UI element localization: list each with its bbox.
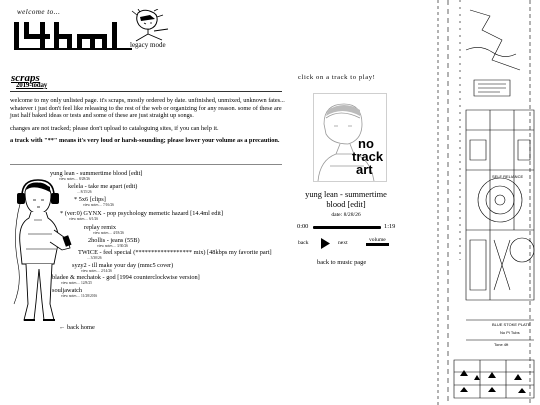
track-title[interactable]: TWICE - feel special (****************** mix) [48kbps my favorite part]	[78, 249, 272, 256]
deco-text: SELF RELIANCE	[492, 174, 524, 179]
divider	[10, 164, 282, 165]
divider	[10, 91, 282, 92]
intro-paragraph: changes are not tracked; please don't upload to cataloguing sites, if you can help it.	[10, 124, 219, 132]
welcome-text: welcome to...	[17, 8, 61, 16]
list-item[interactable]	[50, 170, 143, 182]
track-meta[interactable]: view notes ... 12/8/25	[61, 281, 92, 285]
back-home-link[interactable]: ← back home	[59, 324, 95, 331]
list-item[interactable]	[60, 210, 223, 222]
back-to-music-link[interactable]: back to music page	[317, 259, 367, 266]
no-track-art-graphic	[314, 94, 386, 181]
list-item[interactable]	[52, 287, 97, 299]
list-item[interactable]	[52, 274, 200, 286]
art-text: track	[352, 149, 384, 164]
track-title[interactable]: replay remix	[84, 224, 116, 231]
section-title: scraps	[11, 72, 40, 84]
logo-graphic	[14, 20, 132, 50]
intro-text	[10, 97, 285, 150]
track-title[interactable]: souljawatch	[52, 287, 83, 294]
total-time: 1:19	[384, 223, 396, 230]
volume-slider[interactable]	[366, 243, 389, 246]
previous-button[interactable]: back	[298, 240, 309, 246]
legacy-mode-label: legacy mode	[130, 41, 166, 49]
intro-paragraph: welcome to my only unlisted page. it's scraps, mostly ordered by date. unfinished, unmixed, unknown fates... whatever i just don't feel like releasing to the rest of the web or organizing for any reason. some of these are just half baked ideas or tests and some of these are just straight up songs.	[10, 97, 285, 120]
track-title[interactable]: * (ver:0) GYNX - pop psychology memetic hazard [14.4ml edit]	[60, 210, 223, 217]
play-icon	[320, 238, 330, 249]
art-text: no	[358, 136, 374, 151]
list-item[interactable]	[84, 224, 124, 236]
art-text: art	[356, 162, 373, 177]
track-list	[0, 167, 290, 317]
section-subtitle: 2019-today	[16, 81, 48, 89]
volume-label: volume	[369, 237, 386, 243]
track-meta[interactable]: view notes ... 2/14/26	[81, 269, 112, 273]
seek-bar[interactable]	[313, 226, 381, 229]
track-title[interactable]: yung lean - summertime blood [edit]	[50, 170, 143, 177]
track-meta[interactable]: view notes ... 6/1/26	[69, 217, 99, 221]
logo-figure-illustration	[128, 9, 170, 48]
track-meta[interactable]: view notes ... 4/18/26	[93, 231, 124, 235]
list-item[interactable]	[68, 183, 137, 195]
track-meta[interactable]: view notes ... 11/28/2016	[61, 294, 98, 298]
now-playing-title: yung lean - summertime blood [edit]	[305, 190, 387, 209]
player-prompt: click on a track to play!	[298, 74, 376, 81]
site-logo[interactable]	[14, 20, 132, 55]
track-title[interactable]: kelela - take me apart (edit)	[68, 183, 138, 190]
list-item[interactable]	[78, 249, 272, 261]
track-title[interactable]: bladee & mechatok - god [1994 counterclockwise version]	[52, 274, 200, 281]
deco-text: BLUE STOKE PLATE	[492, 322, 531, 327]
track-meta[interactable]: view notes ... 8/28/26	[59, 177, 90, 181]
list-item[interactable]	[88, 237, 140, 249]
track-meta[interactable]: ... 8/15/26	[77, 190, 92, 194]
deco-text: Tone 4ft	[494, 342, 509, 347]
track-art	[313, 93, 387, 182]
track-title[interactable]: syzy2 - ill make your day (mmc5 cover)	[72, 262, 174, 269]
list-item[interactable]	[72, 262, 173, 274]
deco-text: No Pi Tubs	[500, 330, 520, 335]
track-meta[interactable]: view notes ... 3/30/26	[97, 244, 128, 248]
list-item[interactable]	[74, 196, 114, 208]
track-meta[interactable]: ... 3/30/26	[87, 256, 102, 260]
next-button[interactable]: next	[338, 240, 348, 246]
decorative-blueprint	[430, 0, 540, 405]
track-meta[interactable]: view notes ... 7/16/26	[83, 203, 114, 207]
now-playing-date: date: 8/28/26	[331, 212, 361, 218]
track-title[interactable]: 2hollis - jeans (55B)	[88, 237, 140, 244]
volume-warning: a track with "**" means it's very loud or harsh-sounding; please lower your volume as a precaution.	[10, 137, 280, 145]
track-title[interactable]: * 5x6 [clips]	[74, 196, 106, 203]
play-button[interactable]	[320, 236, 330, 254]
current-time: 0:00	[297, 223, 309, 230]
